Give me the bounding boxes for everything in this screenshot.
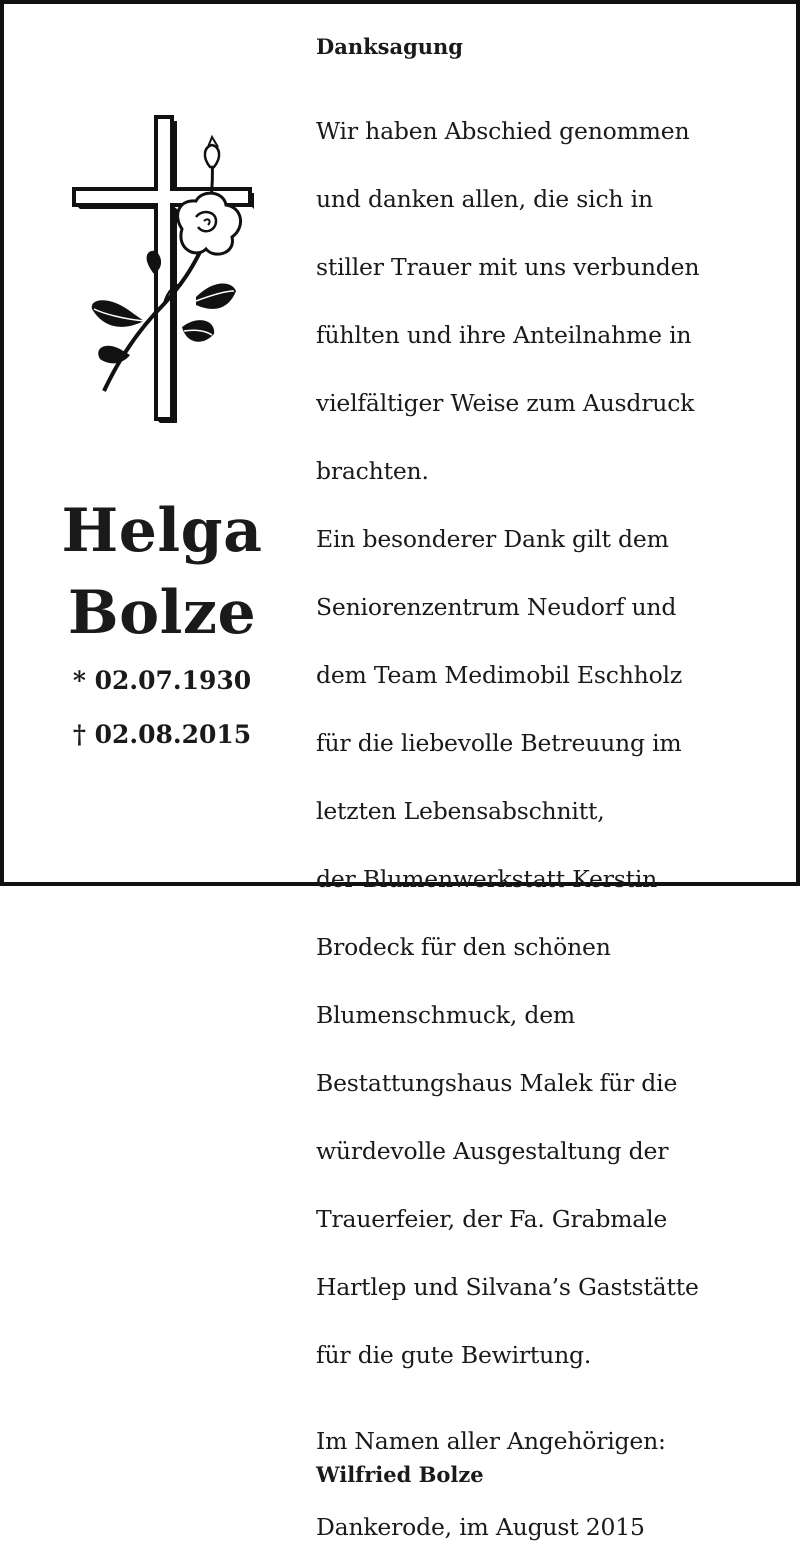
deceased-first-name: Helga xyxy=(61,496,263,566)
deceased-last-name: Bolze xyxy=(67,578,257,648)
body-line: der Blumenwerkstatt Kerstin xyxy=(316,865,658,893)
body-line: Blumenschmuck, dem xyxy=(316,1001,575,1029)
place-date: Dankerode, im August 2015 xyxy=(316,1513,645,1541)
body-line: dem Team Medimobil Eschholz xyxy=(316,661,683,689)
birth-date: * 02.07.1930 xyxy=(72,666,252,695)
body-line: Hartlep und Silvana’s Gaststätte xyxy=(316,1273,699,1301)
body-line: stiller Trauer mit uns verbunden xyxy=(316,253,700,281)
body-line: würdevolle Ausgestaltung der xyxy=(316,1137,669,1165)
body-line: fühlten und ihre Anteilnahme in xyxy=(316,321,692,349)
body-line: und danken allen, die sich in xyxy=(316,185,653,213)
body-line: vielfältiger Weise zum Ausdruck xyxy=(316,389,695,417)
cross-with-rose-icon xyxy=(64,109,264,429)
body-line: Wir haben Abschied genommen xyxy=(316,117,690,145)
greeting-line: Im Namen aller Angehörigen: xyxy=(316,1427,666,1455)
signer-name: Wilfried Bolze xyxy=(316,1462,484,1487)
notice-body xyxy=(316,80,794,1406)
left-column xyxy=(4,4,314,882)
body-line: Trauerfeier, der Fa. Grabmale xyxy=(316,1205,668,1233)
body-line: letzten Lebensabschnitt, xyxy=(316,797,605,825)
body-line: für die gute Bewirtung. xyxy=(316,1341,592,1369)
cross-icon xyxy=(74,117,254,423)
body-line: Ein besonderer Dank gilt dem xyxy=(316,525,669,553)
body-line: für die liebevolle Betreuung im xyxy=(316,729,682,757)
body-line: Bestattungshaus Malek für die xyxy=(316,1069,678,1097)
death-date: † 02.08.2015 xyxy=(72,720,252,749)
right-column xyxy=(316,32,794,1544)
notice-heading: Danksagung xyxy=(316,34,463,59)
body-line: Seniorenzentrum Neudorf und xyxy=(316,593,677,621)
body-line: brachten. xyxy=(316,457,429,485)
body-line: Brodeck für den schönen xyxy=(316,933,611,961)
